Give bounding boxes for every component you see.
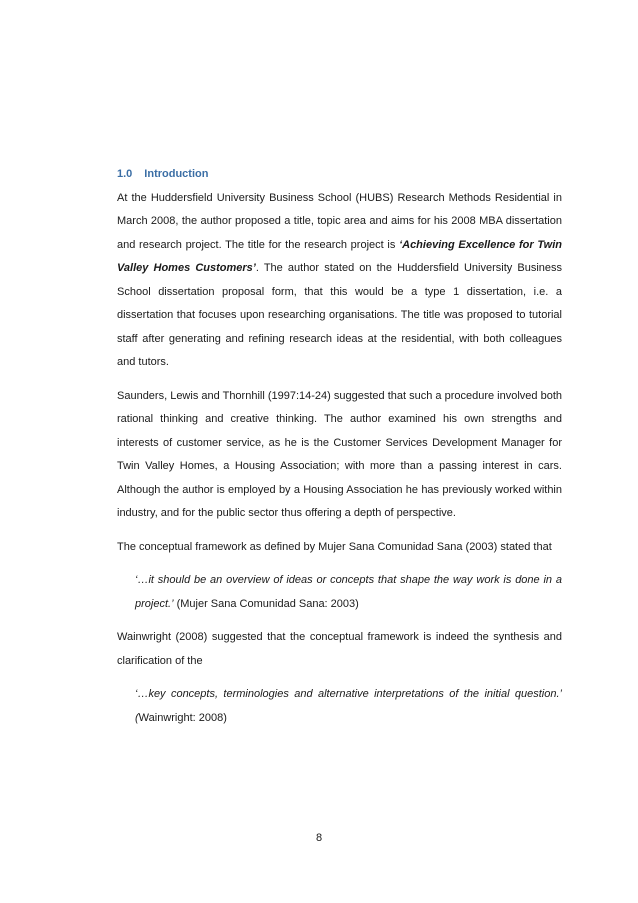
section-title: Introduction xyxy=(144,168,209,180)
section-heading xyxy=(117,163,562,187)
section-number: 1.0 xyxy=(117,168,133,180)
quote-2-text: ‘…key concepts, terminologies and alternative interpretations of the initial question.’ ( xyxy=(135,688,562,724)
research-title: ‘Achieving Excellence for Twin Valley Homes Customers’ xyxy=(117,238,562,274)
paragraph-1-text-a: At the Huddersfield University Business School (HUBS) Research Methods Residential in March 2008, the author proposed a title, topic area and aims for his 2008 MBA dissertation and research project. The title for the research project is xyxy=(117,191,562,251)
page-number: 8 xyxy=(315,832,323,844)
paragraph-1 xyxy=(117,187,562,375)
quote-1-text: ‘…it should be an overview of ideas or concepts that shape the way work is done in a project.’ xyxy=(135,574,562,610)
quote-1-citation: (Mujer Sana Comunidad Sana: 2003) xyxy=(173,597,359,610)
paragraph-3: The conceptual framework as defined by Mujer Sana Comunidad Sana (2003) stated that xyxy=(117,540,552,553)
paragraph-2: Saunders, Lewis and Thornhill (1997:14-24) suggested that such a procedure involved both rational thinking and creative thinking. The author examined his own strengths and interests of customer service, as he is the Customer Services Development Manager for Twin Valley Homes, a Housing Association; with more than a passing interest in cars. Although the author is employed by a Housing Association he has previously worked within industry, and for the public sector thus offering a depth of perspective. xyxy=(117,389,562,519)
paragraph-1-text-b: . The author stated on the Huddersfield University Business School dissertation proposal form, that this would be a type 1 dissertation, i.e. a dissertation that focuses upon researching organisations. The title was proposed to tutorial staff after generating and refining research ideas at the residential, with both colleagues and tutors. xyxy=(117,262,563,368)
quote-2-citation: Wainwright: 2008) xyxy=(138,711,227,724)
block-quote-2 xyxy=(135,683,562,730)
block-quote-1 xyxy=(135,569,562,616)
paragraph-4: Wainwright (2008) suggested that the conceptual framework is indeed the synthesis and clarification of the xyxy=(117,631,562,667)
page-content xyxy=(117,163,562,730)
